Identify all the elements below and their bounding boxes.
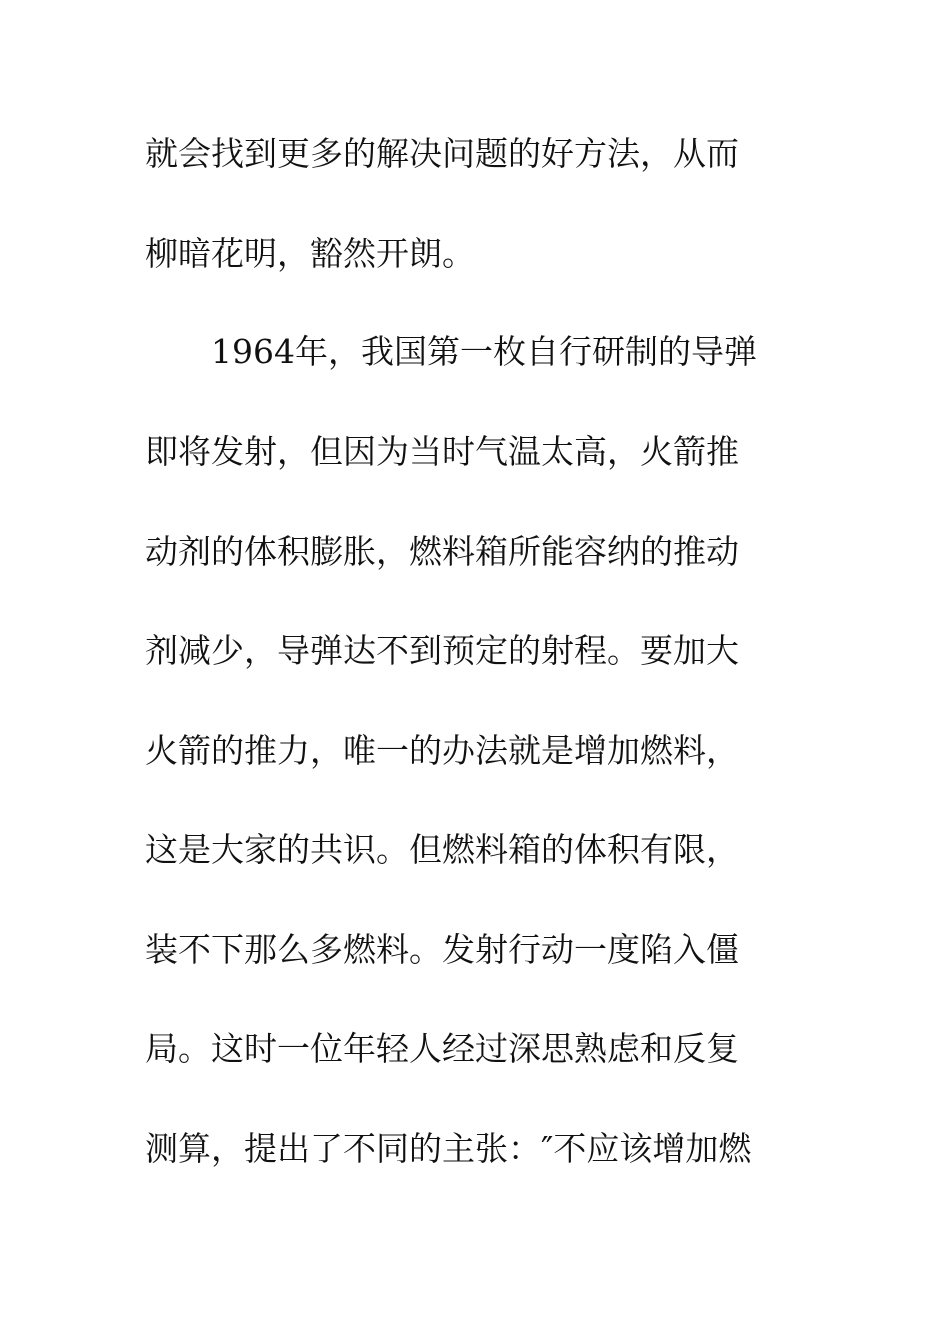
text-line: 剂减少，导弹达不到预定的射程。要加大 — [145, 631, 739, 670]
text-line: 这是大家的共识。但燃料箱的体积有限， — [145, 830, 739, 869]
text-line: 装不下那么多燃料。发射行动一度陷入僵 — [145, 930, 739, 969]
text-line: 测算，提出了不同的主张：″不应该增加燃 — [145, 1129, 752, 1168]
text-line: 即将发射，但因为当时气温太高，火箭推 — [145, 432, 739, 471]
text-line: 火箭的推力，唯一的办法就是增加燃料， — [145, 731, 739, 770]
text-line: 局。这时一位年轻人经过深思熟虑和反复 — [145, 1029, 739, 1068]
text-line: 就会找到更多的解决问题的好方法，从而 — [145, 134, 739, 173]
text-line: 动剂的体积膨胀，燃料箱所能容纳的推动 — [145, 532, 739, 571]
text-line: 1964年，我国第一枚自行研制的导弹 — [145, 332, 757, 371]
text-line: 柳暗花明，豁然开朗。 — [145, 234, 475, 273]
